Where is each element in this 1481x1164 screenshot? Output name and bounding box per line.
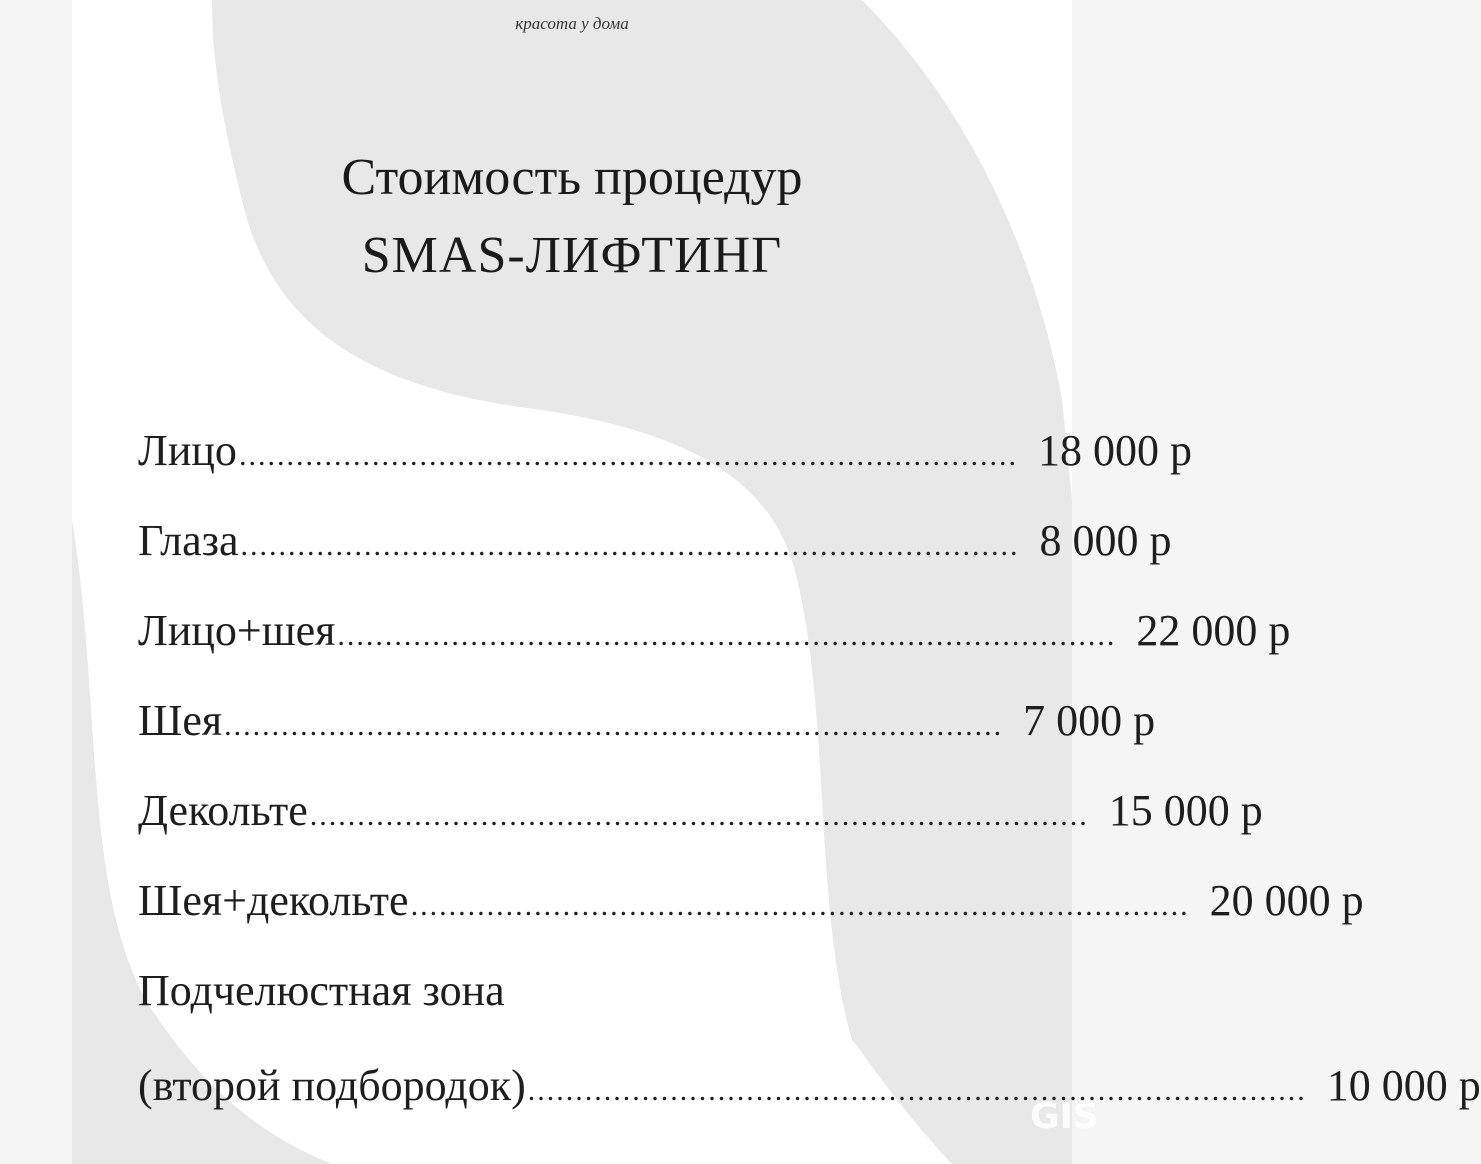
price-row: [138, 695, 1156, 746]
dot-leader: ..................................................................................: [527, 1074, 1307, 1107]
procedure-name: (второй подбородок): [138, 1061, 526, 1110]
procedure-name: Лицо+шея: [138, 606, 336, 655]
page-title: Стоимость процедур: [341, 149, 803, 206]
page-subtitle: SMAS-ЛИФТИНГ: [361, 227, 783, 284]
price-row: [138, 605, 1291, 656]
dot-leader: ..................................................................................: [238, 439, 1018, 472]
price-row: [138, 965, 1018, 1016]
procedure-name: Глаза: [138, 516, 239, 565]
price-row: [138, 1060, 1481, 1111]
procedure-price: 18 000 р: [1037, 426, 1192, 475]
price-card: [72, 0, 1481, 1164]
watermark: GIS: [1030, 1096, 1099, 1137]
procedure-name: Лицо: [138, 426, 237, 475]
procedure-name: Подчелюстная зона: [138, 966, 505, 1015]
price-row: [138, 515, 1172, 566]
procedure-price: 20 000 р: [1209, 876, 1364, 925]
procedure-price: 8 000 р: [1039, 516, 1172, 565]
price-row: [138, 785, 1263, 836]
procedure-name: Шея: [138, 696, 223, 745]
dot-leader: ..................................................................................: [337, 619, 1117, 652]
price-row: [138, 875, 1364, 926]
dot-leader: ..................................................................................: [224, 709, 1004, 742]
procedure-name: Декольте: [138, 786, 308, 835]
dot-leader: ..................................................................................: [240, 529, 1020, 562]
procedure-price: 15 000 р: [1108, 786, 1263, 835]
dot-leader: ..................................................................................: [309, 799, 1089, 832]
price-row: [138, 425, 1192, 476]
procedure-price: 7 000 р: [1023, 696, 1156, 745]
procedure-name: Шея+декольте: [138, 876, 409, 925]
tagline: красота у дома: [515, 14, 629, 33]
dot-leader: ..................................................................................: [410, 889, 1190, 922]
procedure-price: 22 000 р: [1136, 606, 1291, 655]
procedure-price: 10 000 р: [1326, 1061, 1481, 1110]
